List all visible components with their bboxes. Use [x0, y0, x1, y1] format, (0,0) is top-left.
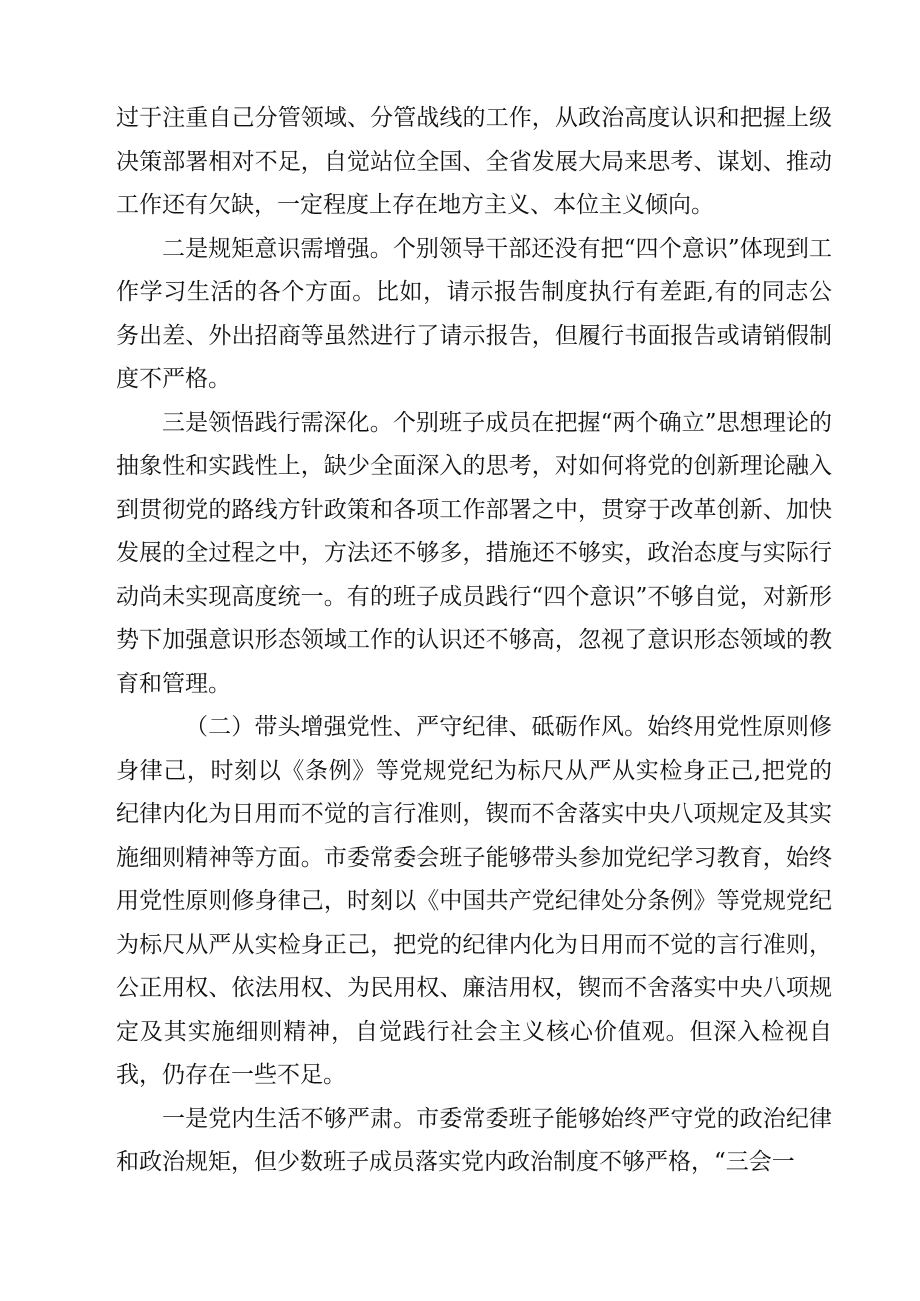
- paragraph-party-life: 一是党内生活不够严肃。市委常委班子能够始终严守党的政治纪律和政治规矩，但少数班子成员落实党内政治制度不够严格，“三会一: [116, 1105, 832, 1175]
- paragraph-continuation: 过于注重自己分管领域、分管战线的工作，从政治高度认识和把握上级决策部署相对不足，自觉站位全国、全省发展大局来思考、谋划、推动工作还有欠缺，一定程度上存在地方主义、本位主义倾向。: [116, 105, 832, 218]
- document-body: [116, 97, 832, 1185]
- paragraph-understanding-practice: 三是领悟践行需深化。个别班子成员在把握“两个确立”思想理论的抽象性和实践性上，缺少全面深入的思考，对如何将党的创新理论融入到贯彻党的路线方针政策和各项工作部署之中，贯穿于改革创新、加快发展的全过程之中，方法还不够多，措施还不够实，政治态度与实际行动尚未实现高度统一。有的班子成员践行“四个意识”不够自觉，对新形势下加强意识形态领域工作的认识还不够高，忽视了意识形态领域的教育和管理。: [116, 409, 832, 697]
- section-heading-paragraph-2: （二）带头增强党性、严守纪律、砥砺作风。始终用党性原则修身律己，时刻以《条例》等党规党纪为标尺从严从实检身正己,把党的纪律内化为日用而不觉的言行准则，锲而不舍落实中央八项规定及其实施细则精神等方面。市委常委会班子能够带头参加党纪学习教育，始终用党性原则修身律己，时刻以《中国共产党纪律处分条例》等党规党纪为标尺从严从实检身正己，把党的纪律内化为日用而不觉的言行准则，公正用权、依法用权、为民用权、廉洁用权，锲而不舍落实中央八项规定及其实施细则精神，自觉践行社会主义核心价值观。但深入检视自我，仍存在一些不足。: [116, 714, 832, 1088]
- paragraph-rule-awareness: 二是规矩意识需增强。个别领导干部还没有把“四个意识”体现到工作学习生活的各个方面。比如，请示报告制度执行有差距,有的同志公务出差、外出招商等虽然进行了请示报告，但履行书面报告或请销假制度不严格。: [116, 235, 832, 392]
